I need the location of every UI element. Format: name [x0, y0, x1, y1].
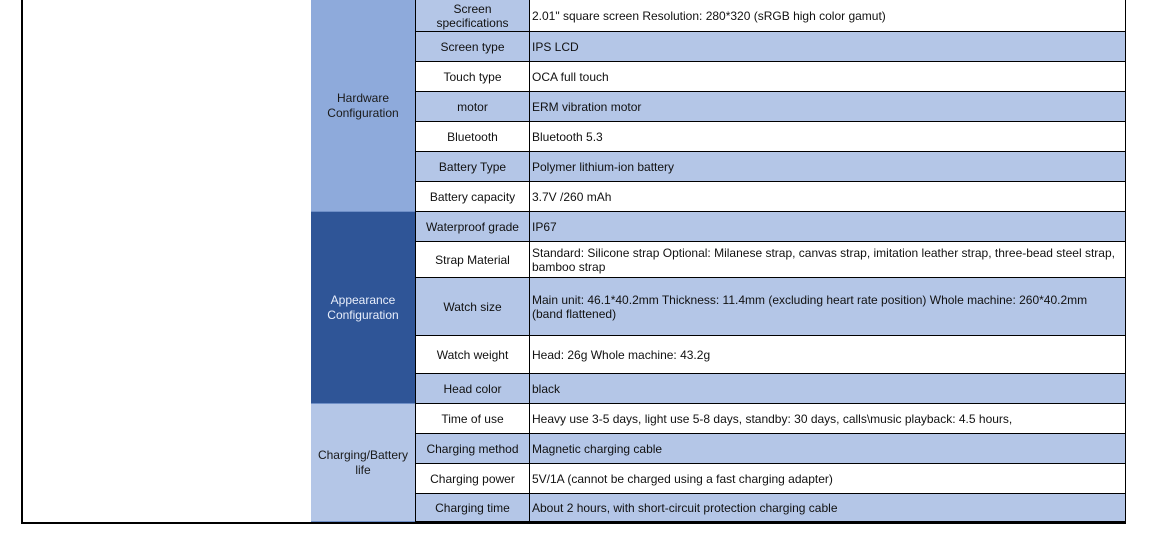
row-name: Watch weight — [415, 336, 529, 374]
row-name: motor — [415, 92, 529, 122]
row-value: ERM vibration motor — [529, 92, 1125, 122]
row-name: Battery capacity — [415, 182, 529, 212]
blank-left-column — [23, 0, 312, 522]
row-name: Screen specifications — [415, 0, 529, 32]
row-value: IP67 — [529, 212, 1125, 242]
section-hardware-configuration: Hardware Configuration — [311, 0, 415, 212]
row-value: Head: 26g Whole machine: 43.2g — [529, 336, 1125, 374]
row-value: IPS LCD — [529, 32, 1125, 62]
row-name: Touch type — [415, 62, 529, 92]
row-value: Bluetooth 5.3 — [529, 122, 1125, 152]
row-name: Screen type — [415, 32, 529, 62]
row-value: Magnetic charging cable — [529, 434, 1125, 464]
section-appearance-configuration: Appearance Configuration — [311, 212, 415, 404]
row-name: Charging method — [415, 434, 529, 464]
row-value: 5V/1A (cannot be charged using a fast charging adapter) — [529, 464, 1125, 494]
row-name: Battery Type — [415, 152, 529, 182]
row-value: Polymer lithium-ion battery — [529, 152, 1125, 182]
row-value: 2.01" square screen Resolution: 280*320 (sRGB high color gamut) — [529, 0, 1125, 32]
row-value: Heavy use 3-5 days, light use 5-8 days, standby: 30 days, calls\music playback: 4.5 hours, — [529, 404, 1125, 434]
row-name: Head color — [415, 374, 529, 404]
row-value: black — [529, 374, 1125, 404]
row-name: Charging power — [415, 464, 529, 494]
row-value: Standard: Silicone strap Optional: Milanese strap, canvas strap, imitation leather strap, three-bead steel strap, bamboo strap — [529, 242, 1125, 278]
row-name: Strap Material — [415, 242, 529, 278]
row-name: Waterproof grade — [415, 212, 529, 242]
row-value: OCA full touch — [529, 62, 1125, 92]
row-value: About 2 hours, with short-circuit protection charging cable — [529, 494, 1125, 522]
row-name: Bluetooth — [415, 122, 529, 152]
section-charging-battery-life: Charging/Battery life — [311, 404, 415, 522]
row-name: Charging time — [415, 494, 529, 522]
row-name: Watch size — [415, 278, 529, 336]
row-value: 3.7V /260 mAh — [529, 182, 1125, 212]
row-value: Main unit: 46.1*40.2mm Thickness: 11.4mm (excluding heart rate position) Whole machine: 260*40.2mm (band flattened) — [529, 278, 1125, 336]
row-name: Time of use — [415, 404, 529, 434]
